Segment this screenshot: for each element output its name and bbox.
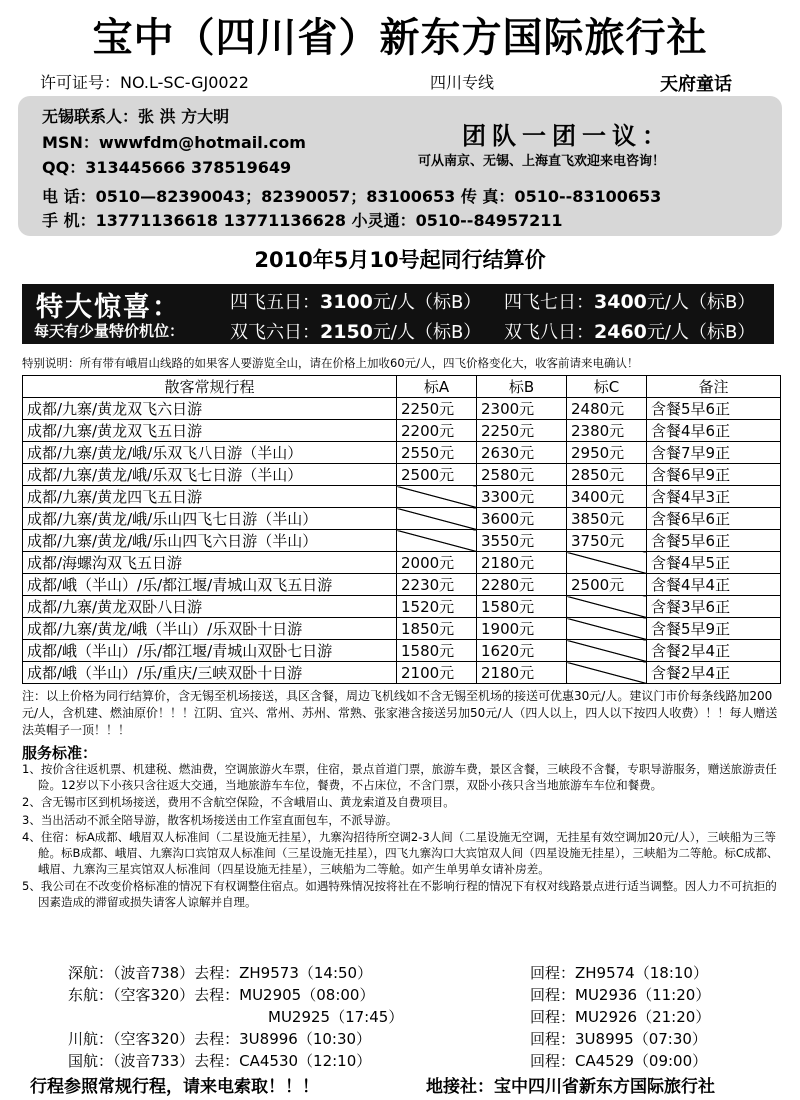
service-item: 3、当出活动不派全陪导游，散客机场接送由工作室直面包车，不派导游。 [22, 812, 398, 827]
promo-subtitle: 每天有少量特价机位： [34, 322, 185, 340]
table-row [23, 618, 781, 640]
special-note: 特别说明：所有带有峨眉山线路的如果客人要游览全山，请在价格上加收60元/人，四飞价格变化大，收客前请来电确认！ [22, 356, 639, 370]
table-row [23, 574, 781, 596]
promo-offer-label: 四飞五日： [230, 292, 320, 313]
msn-address: MSN：wwwfdm@hotmail.com [42, 133, 306, 152]
flight-return: 回程：CA4529（09:00） [530, 1052, 708, 1070]
table-row [23, 398, 781, 420]
service-item: 5、我公司在不改变价格标准的情况下有权调整住宿点。如遇特殊情况按将社在不影响行程的情况下有权对线路景点进行适当调整。因人力不可抗拒的因素造成的滞留或损失请客人谅解并自理。 [22, 879, 777, 909]
price-b-cell: 3300元 [477, 486, 567, 508]
route-rows [23, 398, 781, 684]
price-b-cell: 2300元 [477, 398, 567, 420]
price-c-cell [567, 640, 647, 662]
price-c-cell: 3750元 [567, 530, 647, 552]
price-b-cell: 3600元 [477, 508, 567, 530]
price-b-cell: 2180元 [477, 552, 567, 574]
price-b-cell: 1620元 [477, 640, 567, 662]
remark-cell: 含餐5早6正 [647, 530, 781, 552]
route-cell: 成都/峨（半山）/乐/都江堰/青城山双卧七日游 [23, 640, 397, 662]
price-notes: 注：以上价格为同行结算价，含无锡至机场接送，具区含餐，周边飞机线如不含无锡至机场的接送可优惠30元/人。建议门市价每条线路加200元/人，含机建、燃油原价！！！江阴、宜兴、常州、苏州、常熟、张家港含接送另加50元/人（四人以上，四人以下按四人收费）！！每人赠送法英帽子一顶！！！ [22, 689, 778, 737]
remark-cell: 含餐5早9正 [647, 618, 781, 640]
flight-outbound: MU2925（17:45） [268, 1008, 404, 1026]
price-a-cell: 2250元 [397, 398, 477, 420]
price-c-cell [567, 552, 647, 574]
brand-name: 天府童话 [660, 74, 732, 95]
price-a-cell [397, 486, 477, 508]
promo-offer-price: 3400 [594, 291, 647, 313]
route-cell: 成都/九寨/黄龙/峨/乐山四飞六日游（半山） [23, 530, 397, 552]
contact-persons: 无锡联系人：张 洪 方大明 [42, 107, 230, 126]
price-c-cell: 2380元 [567, 420, 647, 442]
price-b-cell: 2280元 [477, 574, 567, 596]
promo-offer-unit: 元/人（标B） [372, 292, 482, 313]
remark-cell: 含餐6早6正 [647, 508, 781, 530]
price-c-cell: 3850元 [567, 508, 647, 530]
promo-offer [504, 318, 755, 344]
price-heading: 2010年5月10号起同行结算价 [254, 248, 546, 272]
route-cell: 成都/九寨/黄龙双卧八日游 [23, 596, 397, 618]
slogan: 团队一团一议： [462, 122, 672, 150]
license-number: 许可证号：NO.L-SC-GJ0022 [40, 73, 249, 92]
promo-offer-label: 双飞六日： [230, 322, 320, 343]
price-b-cell: 1580元 [477, 596, 567, 618]
price-c-cell: 2850元 [567, 464, 647, 486]
promo-offer-label: 四飞七日： [504, 292, 594, 313]
price-c-cell: 2500元 [567, 574, 647, 596]
table-row [23, 508, 781, 530]
service-heading: 服务标准： [22, 744, 98, 762]
remark-cell: 含餐2早4正 [647, 662, 781, 684]
flight-return: 回程：MU2936（11:20） [530, 986, 711, 1004]
table-row [23, 596, 781, 618]
promo-banner [22, 284, 774, 344]
table-row [23, 486, 781, 508]
remark-cell: 含餐4早5正 [647, 552, 781, 574]
table-row [23, 464, 781, 486]
column-header-route: 散客常规行程 [23, 376, 397, 398]
price-b-cell: 2580元 [477, 464, 567, 486]
promo-offer-price: 2460 [594, 321, 647, 343]
price-a-cell: 1850元 [397, 618, 477, 640]
line-name: 四川专线 [430, 73, 495, 92]
table-row [23, 662, 781, 684]
remark-cell: 含餐7早9正 [647, 442, 781, 464]
route-cell: 成都/九寨/黄龙双飞六日游 [23, 398, 397, 420]
route-cell: 成都/九寨/黄龙/峨/乐双飞七日游（半山） [23, 464, 397, 486]
remark-cell: 含餐6早9正 [647, 464, 781, 486]
phone-fax: 电 话：0510—82390043；82390057；83100653 传 真：0510--83100653 [42, 187, 662, 206]
table-row [23, 640, 781, 662]
service-item: 1、按价含往返机票、机建税、燃油费，空调旅游火车票，住宿，景点首道门票，旅游车费，景区含餐，三峡段不含餐，专职导游服务，赠送旅游责任险。12岁以下小孩只含往返大交通，当地旅游车车位，餐费，不占床位，不含门票，双卧小孩只含当地旅游车车位和餐费。 [22, 762, 777, 792]
price-c-cell: 3400元 [567, 486, 647, 508]
agency-title: 宝中（四川省）新东方国际旅行社 [92, 15, 708, 61]
price-b-cell: 1900元 [477, 618, 567, 640]
promo-offer-price: 2150 [320, 321, 373, 343]
price-b-cell: 2630元 [477, 442, 567, 464]
price-a-cell: 2500元 [397, 464, 477, 486]
footer-itinerary-note: 行程参照常规行程，请来电索取！！！ [30, 1077, 319, 1097]
price-c-cell: 2480元 [567, 398, 647, 420]
route-cell: 成都/九寨/黄龙/峨/乐双飞八日游（半山） [23, 442, 397, 464]
table-row [23, 552, 781, 574]
promo-offer-unit: 元/人（标B） [646, 292, 756, 313]
price-a-cell: 2230元 [397, 574, 477, 596]
table-header-row [23, 376, 781, 398]
price-b-cell: 3550元 [477, 530, 567, 552]
price-b-cell: 2250元 [477, 420, 567, 442]
flight-outbound: 东航：（空客320）去程：MU2905（08:00） [68, 986, 375, 1004]
promo-offer-price: 3100 [320, 291, 373, 313]
flight-outbound: 川航：（空客320）去程：3U8996（10:30） [68, 1030, 372, 1048]
route-price-table [22, 375, 781, 684]
route-cell: 成都/九寨/黄龙双飞五日游 [23, 420, 397, 442]
flight-return: 回程：3U8995（07:30） [530, 1030, 707, 1048]
price-a-cell [397, 530, 477, 552]
route-cell: 成都/海螺沟双飞五日游 [23, 552, 397, 574]
column-header-b: 标B [477, 376, 567, 398]
promo-offer [504, 288, 755, 314]
price-c-cell [567, 662, 647, 684]
remark-cell: 含餐5早6正 [647, 398, 781, 420]
route-cell: 成都/峨（半山）/乐/都江堰/青城山双飞五日游 [23, 574, 397, 596]
price-a-cell: 2550元 [397, 442, 477, 464]
promo-offer [230, 318, 481, 344]
price-c-cell [567, 596, 647, 618]
table-row [23, 442, 781, 464]
price-a-cell [397, 508, 477, 530]
route-cell: 成都/峨（半山）/乐/重庆/三峡双卧十日游 [23, 662, 397, 684]
price-b-cell: 2180元 [477, 662, 567, 684]
column-header-a: 标A [397, 376, 477, 398]
price-a-cell: 2000元 [397, 552, 477, 574]
remark-cell: 含餐3早6正 [647, 596, 781, 618]
price-c-cell: 2950元 [567, 442, 647, 464]
promo-title: 特大惊喜： [36, 292, 181, 323]
remark-cell: 含餐4早6正 [647, 420, 781, 442]
column-header-remark: 备注 [647, 376, 781, 398]
service-item: 2、含无锡市区到机场接送，费用不含航空保险，不含峨眉山、黄龙索道及自费项目。 [22, 795, 455, 810]
column-header-c: 标C [567, 376, 647, 398]
price-a-cell: 1580元 [397, 640, 477, 662]
footer-ground-agency: 地接社：宝中四川省新东方国际旅行社 [426, 1077, 715, 1097]
promo-offer [230, 288, 481, 314]
promo-offer-unit: 元/人（标B） [646, 322, 756, 343]
table-row [23, 420, 781, 442]
route-cell: 成都/九寨/黄龙四飞五日游 [23, 486, 397, 508]
service-list [22, 762, 786, 912]
flight-outbound: 国航：（波音733）去程：CA4530（12:10） [68, 1052, 372, 1070]
mobile-phone: 手 机：13771136618 13771136628 小灵通：0510--84957211 [42, 211, 563, 230]
remark-cell: 含餐2早4正 [647, 640, 781, 662]
remark-cell: 含餐4早3正 [647, 486, 781, 508]
slogan-sub: 可从南京、无锡、上海直飞欢迎来电咨询！ [418, 154, 666, 169]
price-a-cell: 2200元 [397, 420, 477, 442]
flight-outbound: 深航：（波音738）去程：ZH9573（14:50） [68, 964, 373, 982]
service-item: 4、住宿：标A成都、峨眉双人标准间（二星设施无挂星），九寨沟招待所空调2-3人间（二星设施无空调，无挂星有效空调加20元/人），三峡船为三等舱。标B成都、峨眉、九寨沟口宾馆双人标准间（三星设施无挂星），四飞九寨沟口大宾馆双人间（四星设施无挂星），三峡船为二等舱。标C成都、峨眉、九寨沟三星宾馆双人标准间（四星设施无挂星），三峡船为二等舱。如产生单男单女请补房差。 [22, 830, 779, 876]
price-a-cell: 2100元 [397, 662, 477, 684]
route-cell: 成都/九寨/黄龙/峨/乐山四飞七日游（半山） [23, 508, 397, 530]
price-c-cell [567, 618, 647, 640]
qq-number: QQ：313445666 378519649 [42, 158, 292, 177]
price-a-cell: 1520元 [397, 596, 477, 618]
table-row [23, 530, 781, 552]
route-cell: 成都/九寨/黄龙/峨（半山）/乐双卧十日游 [23, 618, 397, 640]
flight-return: 回程：ZH9574（18:10） [530, 964, 708, 982]
promo-offer-unit: 元/人（标B） [372, 322, 482, 343]
flight-return: 回程：MU2926（21:20） [530, 1008, 711, 1026]
remark-cell: 含餐4早4正 [647, 574, 781, 596]
promo-offer-label: 双飞八日： [504, 322, 594, 343]
